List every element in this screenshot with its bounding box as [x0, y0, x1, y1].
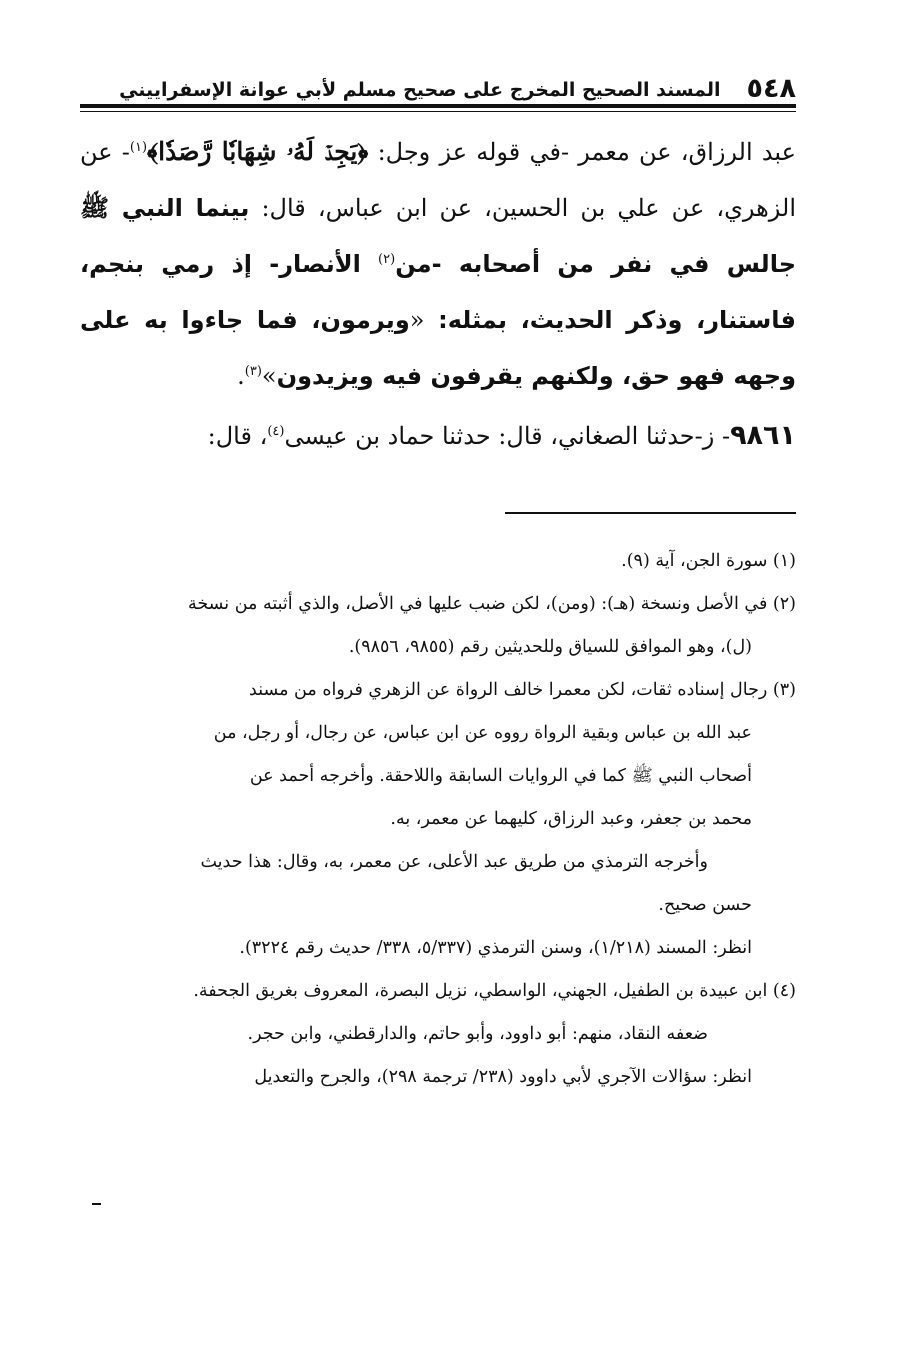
continuation-dash: [92, 1203, 101, 1205]
header-rule-thick: [80, 104, 796, 108]
hadith-paragraph: [80, 408, 796, 464]
page-number: ٥٤٨: [746, 73, 796, 104]
footnote-3-continued: حسن صحيح.: [658, 895, 752, 915]
header-rule-thin: [80, 111, 796, 112]
footnotes: [80, 540, 796, 1099]
footnote-1: (١) سورة الجن، آية (٩).: [621, 551, 796, 571]
footnote-2-continued: (ل)، وهو الموافق للسياق وللحديثين رقم (٩٨٥٥، ٩٨٥٦).: [348, 637, 752, 657]
footnotes-separator: [505, 512, 796, 514]
footnote-4-continued: ضعفه النقاد، منهم: أبو داوود، وأبو حاتم، والدارقطني، وابن حجر.: [247, 1024, 708, 1044]
main-text-run: - عن الزهري، عن علي بن الحسين، عن ابن عباس، قال:: [80, 138, 796, 222]
quote-mark: »: [261, 362, 277, 390]
footnote-4-reference: انظر: سؤالات الآجري لأبي داوود (٢٣٨/ ترجمة ٢٩٨)، والجرح والتعديل: [254, 1067, 752, 1087]
quote-mark: «: [409, 306, 425, 334]
footnote-4: (٤) ابن عبيدة بن الطفيل، الجهني، الواسطي، نزيل البصرة، المعروف بغريق الجحفة.: [193, 981, 796, 1001]
footnote-3-reference: انظر: المسند (١/٢١٨)، وسنن الترمذي (٥/٣٣٧، ٣٣٨/ حديث رقم ٣٢٢٤).: [239, 938, 752, 958]
footnote-ref: (٢): [378, 252, 396, 267]
main-text-run: - ز-حدثنا الصغاني، قال: حدثنا حماد بن عيسى: [284, 422, 731, 450]
main-text-run: عبد الرزاق، عن معمر -في قوله عز وجل:: [368, 138, 796, 166]
hadith-number: ٩٨٦١: [730, 420, 796, 451]
hadith-matn-bold: بينما النبي ﷺ جالس في نفر من أصحابه -من: [80, 194, 796, 278]
footnote-3-continued: عبد الله بن عباس وبقية الرواة رووه عن ابن عباس، عن رجال، أو رجل، من: [213, 723, 752, 743]
footnote-2: (٢) في الأصل ونسخة (هـ): (ومن)، لكن ضبب عليها في الأصل، والذي أثبته من نسخة: [188, 594, 796, 614]
main-text-run: .: [237, 362, 245, 390]
hadith-matn-bold: ويرمون، فما جاءوا به على وجهه فهو حق، ولكنهم يقرفون فيه ويزيدون: [80, 306, 796, 390]
footnote-3-continued: محمد بن جعفر، وعبد الرزاق، كليهما عن معمر، به.: [390, 809, 752, 829]
main-text-run: ، قال:: [207, 422, 268, 450]
footnote-3: (٣) رجال إسناده ثقات، لكن معمرا خالف الرواة عن الزهري فرواه من مسند: [249, 680, 796, 700]
page-header: [80, 68, 796, 102]
hadith-paragraph: [80, 124, 796, 404]
hadith-matn-bold: الأنصار- إذ رمي بنجم، فاستنار، وذكر الحديث، بمثله:: [80, 250, 796, 334]
footnote-ref: (١): [129, 140, 148, 155]
running-title: المسند الصحيح المخرج على صحيح مسلم لأبي عوانة الإسفراييني: [119, 79, 721, 102]
footnote-3-continued: وأخرجه الترمذي من طريق عبد الأعلى، عن معمر، به، وقال: هذا حديث: [200, 852, 708, 872]
main-text: [80, 124, 796, 464]
footnote-3-continued: أصحاب النبي ﷺ كما في الروايات السابقة واللاحقة. وأخرجه أحمد عن: [249, 766, 752, 786]
footnote-ref: (٣): [244, 364, 262, 379]
footnote-ref: (٤): [267, 424, 285, 439]
quran-verse: ﴿يَجِدۡ لَهُۥ شِهَابٗا رَّصَدٗا﴾: [147, 137, 369, 166]
